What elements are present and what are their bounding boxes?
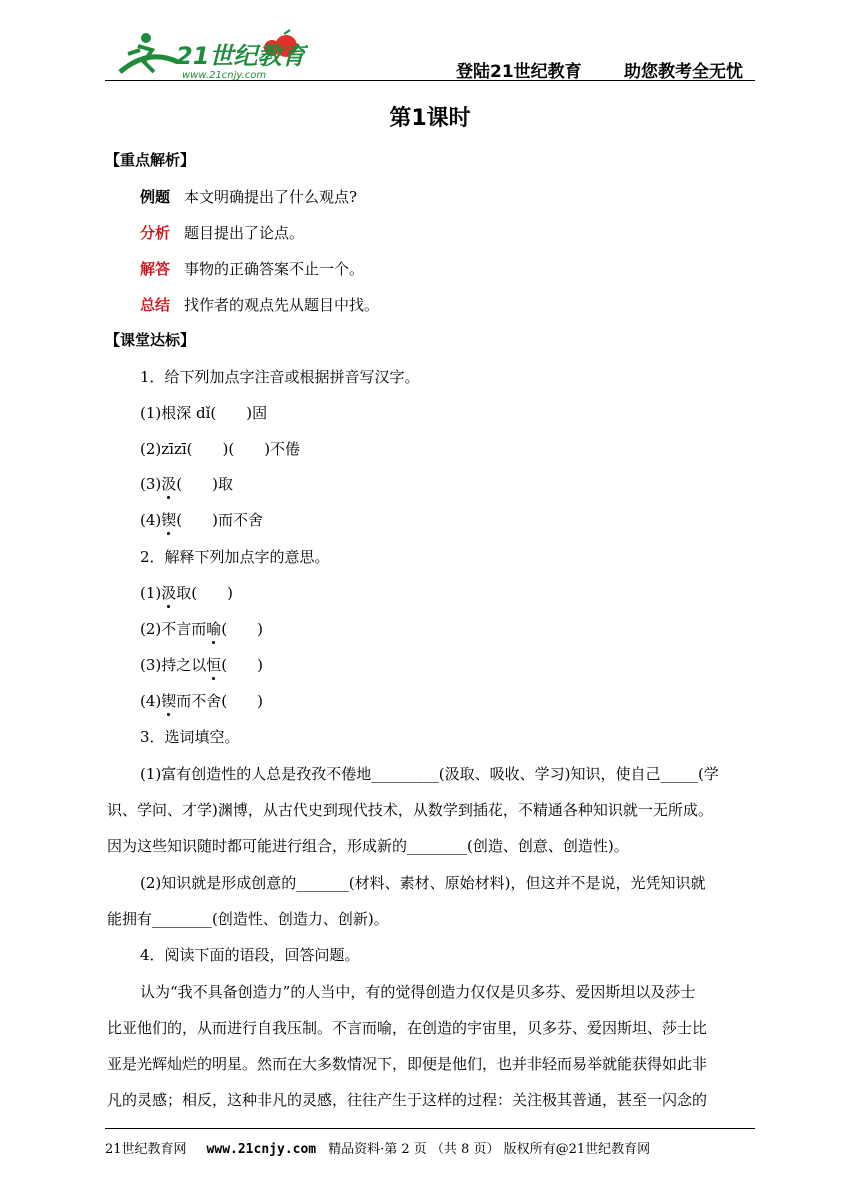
q1-item-4-suffix: ( )而不舍 (176, 511, 263, 529)
q2-item-3 (140, 654, 263, 675)
q1-item-2: (2)zīzī( )( )不倦 (140, 440, 301, 458)
slogan-right: 助您教考全无忧 (624, 62, 743, 82)
q2-item-2-suffix: ( ) (221, 620, 263, 638)
answer-label: 解答 (140, 260, 171, 278)
q3-stem: 3．选词填空。 (140, 728, 240, 746)
q2-item-4-suffix: 而不舍( ) (176, 692, 263, 710)
example-text: 本文明确提出了什么观点? (184, 188, 358, 206)
q1-stem: 1．给下列加点字注音或根据拼音写汉字。 (140, 368, 420, 386)
q1-item-1: (1)根深 dǐ( )固 (140, 404, 268, 422)
q1-item-4-prefix: (4) (140, 511, 162, 529)
footer-url[interactable]: www.21cnjy.com (206, 1142, 317, 1157)
q2-item-1-prefix: (1) (140, 584, 162, 602)
q1-item-3-dotted-char: 汲 (161, 475, 177, 493)
header-rule (105, 80, 755, 81)
q2-item-1-suffix: 取( ) (176, 584, 233, 602)
q1-item-3-prefix: (3) (140, 475, 162, 493)
q2-item-3-prefix: (3)持之以 (140, 656, 207, 674)
q2-item-4-dotted-char: 锲 (161, 692, 177, 710)
footer-rule (105, 1128, 755, 1129)
q3-p1-line-1: (1)富有创造性的人总是孜孜不倦地_________(汲取、吸收、学习)知识，使自己_____(学 (140, 765, 719, 783)
logo-url: www.21cnjy.com (182, 70, 267, 81)
q2-item-4-prefix: (4) (140, 692, 162, 710)
logo-graphic (108, 28, 308, 82)
q4-line-4: 凡的灵感；相反，这种非凡的灵感，往往产生于这样的过程：关注极其普通，甚至一闪念的 (107, 1091, 708, 1109)
q2-item-2-prefix: (2)不言而 (140, 620, 207, 638)
footer-info: 精品资料·第 2 页 （共 8 页） 版权所有@21世纪教育网 (328, 1142, 651, 1157)
summary-label: 总结 (140, 296, 171, 314)
q4-line-2: 比亚他们的，从而进行自我压制。不言而喻，在创造的宇宙里，贝多芬、爱因斯坦、莎士比 (107, 1019, 708, 1037)
q4-line-1: 认为“我不具备创造力”的人当中，有的觉得创造力仅仅是贝多芬、爱因斯坦以及莎士 (140, 983, 696, 1001)
q2-item-1 (140, 582, 233, 603)
summary-text: 找作者的观点先从题目中找。 (184, 296, 380, 314)
q2-stem: 2．解释下列加点字的意思。 (140, 548, 330, 566)
q1-item-3 (140, 473, 233, 494)
q1-item-4-dotted-char: 锲 (161, 511, 177, 529)
q4-line-3: 亚是光辉灿烂的明星。然而在大多数情况下，即便是他们，也并非轻而易举就能获得如此非 (107, 1055, 708, 1073)
q2-item-3-suffix: ( ) (221, 656, 263, 674)
footer (105, 1138, 650, 1157)
footer-site: 21世纪教育网 (105, 1142, 187, 1157)
section-key-analysis: 【重点解析】 (105, 151, 196, 169)
analysis-label: 分析 (140, 224, 171, 242)
logo-text: 21世纪教育 (176, 42, 306, 70)
q3-p2-line-1: (2)知识就是形成创意的_______(材料、素材、原始材料)，但这并不是说，光凭知识就 (140, 874, 706, 892)
logo (108, 28, 308, 82)
q2-item-2 (140, 618, 263, 639)
analysis-text: 题目提出了论点。 (184, 224, 305, 242)
q2-item-2-dotted-char: 喻 (206, 620, 222, 638)
q3-p1-line-3: 因为这些知识随时都可能进行组合，形成新的________(创造、创意、创造性)。 (107, 837, 629, 855)
answer-line (140, 258, 364, 279)
summary-line (140, 294, 379, 315)
q2-item-1-dotted-char: 汲 (161, 584, 177, 602)
analysis-line (140, 222, 304, 243)
q4-stem: 4．阅读下面的语段，回答问题。 (140, 946, 360, 964)
q1-item-4 (140, 509, 263, 530)
page-title: 第1课时 (389, 106, 471, 131)
answer-text: 事物的正确答案不止一个。 (184, 260, 365, 278)
example-line (140, 186, 357, 207)
q2-item-3-dotted-char: 恒 (206, 656, 222, 674)
section-practice: 【课堂达标】 (105, 331, 196, 349)
q2-item-4 (140, 690, 263, 711)
slogan-left: 登陆21世纪教育 (456, 62, 582, 82)
q3-p2-line-2: 能拥有________(创造性、创造力、创新)。 (107, 910, 389, 928)
example-label: 例题 (140, 188, 171, 206)
q1-item-3-suffix: ( )取 (176, 475, 233, 493)
q3-p1-line-2: 识、学问、才学)渊博，从古代史到现代技术，从数学到插花，不精通各种知识就一无所成。 (107, 801, 713, 819)
